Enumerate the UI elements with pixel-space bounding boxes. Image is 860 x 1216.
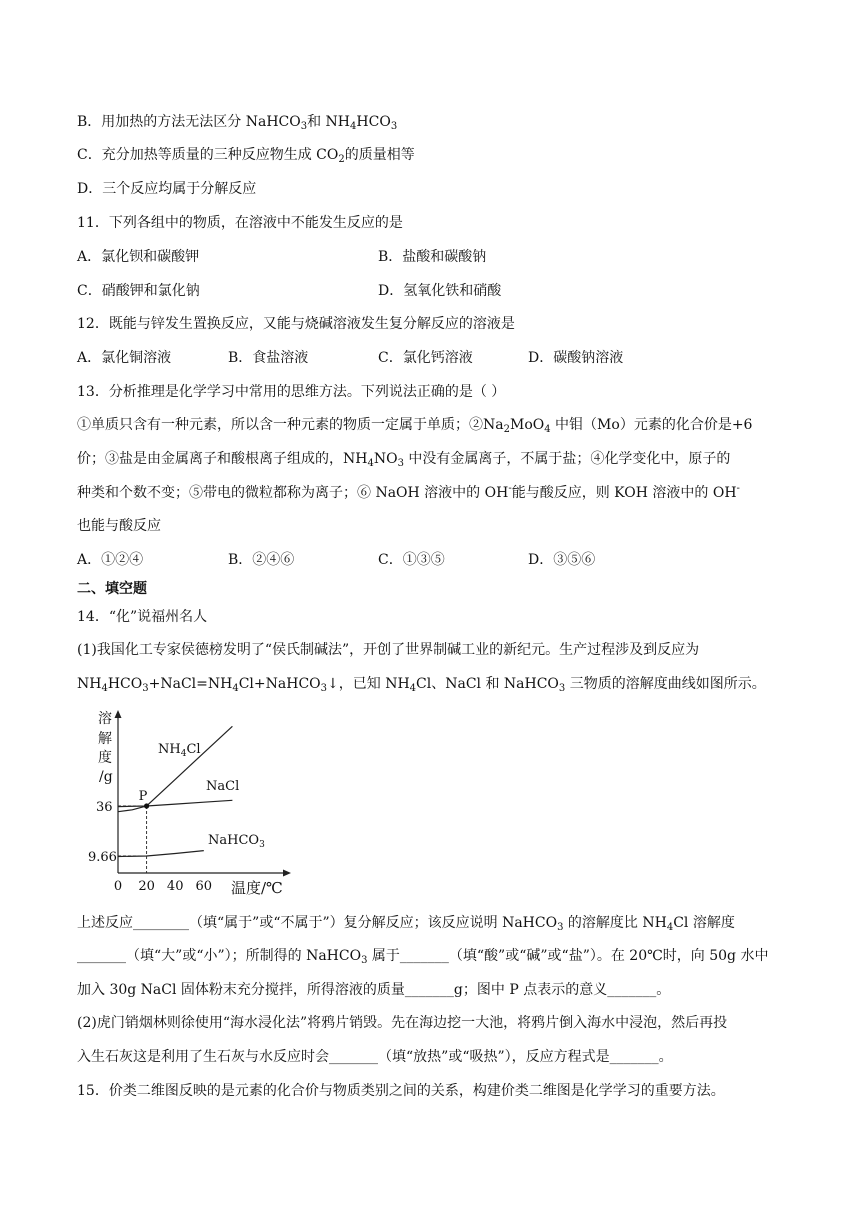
q14-part1-line1: (1)我国化工专家侯德榜发明了“侯氏制碱法”，开创了世界制碱工业的新纪元。生产过程涉及到反应为 [77, 642, 700, 658]
q11-option-c: C．硝酸钾和氯化钠 [77, 283, 200, 299]
x-tick-label-0: 0 [113, 879, 123, 894]
q13-option-d: D．③⑤⑥ [528, 552, 596, 568]
x-axis-label: 温度/℃ [231, 879, 283, 897]
q12-stem: 12．既能与锌发生置换反应，又能与烧碱溶液发生复分解反应的溶液是 [77, 316, 515, 332]
section-heading: 二、填空题 [77, 581, 147, 597]
q14-part2-line1: (2)虎门销烟林则徐使用“海水浸化法”将鸦片销毁。先在海边挖一大池，将鸦片倒入海水中浸泡，然后再投 [77, 1015, 728, 1031]
series-label-nahco3: NaHCO$_3$ [208, 833, 265, 850]
y-axis-label-1: 解 [98, 731, 112, 747]
q11-option-a: A．氯化钡和碳酸钾 [77, 249, 200, 265]
y-tick-label-36: 36 [96, 800, 113, 815]
q13-option-a: A．①②④ [77, 552, 144, 568]
q14-answer-line2: _______（填“大”或“小”）；所制得的 NaHCO$_3$ 属于_______（填“酸”或“碱”或“盐”）。在 20℃时，向 50g 水中 [77, 948, 769, 966]
q14-part1-line2: $NH_4HCO_3+NaCl=NH_4Cl+NaHCO_3↓$，已知 $NH_4Cl$、NaCl 和 NaHCO$_3$ 三物质的溶解度曲线如图所示。 [77, 676, 766, 694]
x-tick-label-60: 60 [195, 879, 213, 894]
q11-option-d: D．氢氧化铁和硝酸 [378, 283, 502, 299]
y-axis-label-2: 度 [98, 750, 112, 766]
q13-body-line4: 也能与酸反应 [77, 518, 161, 534]
y-axis-label-3: /g [99, 769, 113, 785]
q10-option-c: C．充分加热等质量的三种反应物生成 $CO_2$的质量相等 [77, 147, 415, 165]
q13-body-line1: ①单质只含有一种元素，所以含一种元素的物质一定属于单质；$②Na_2MoO_4$ 中钼（Mo）元素的化合价是+6 [77, 417, 753, 435]
q13-option-b: B．②④⑥ [228, 552, 295, 568]
series-label-nh4cl: $NH_4Cl$ [158, 742, 201, 759]
y-axis-arrow [115, 710, 122, 718]
chart-guide-lines [118, 806, 147, 873]
q12-option-d: D．碳酸钠溶液 [528, 350, 624, 366]
point-p [144, 803, 149, 808]
q14-answer-line3: 加入 30g NaCl 固体粉末充分搅拌，所得溶液的质量_______g；图中 P 点表示的意义_______。 [77, 982, 671, 998]
x-tick-label-20: 20 [138, 879, 155, 894]
q14-answer-line1: 上述反应________（填“属于”或“不属于”）复分解反应；该反应说明 NaHCO$_3$ 的溶解度比 $NH_4Cl$ 溶解度 [77, 915, 735, 933]
q10-option-b: B．用加热的方法无法区分 NaHCO$_3$和 $NH_4HCO_3$ [77, 114, 398, 132]
q14-part2-line2: 入生石灰这是利用了生石灰与水反应时会_______（填“放热”或“吸热”），反应方程式是_______。 [77, 1049, 673, 1065]
q12-option-a: A．氯化铜溶液 [77, 350, 172, 366]
q13-stem: 13．分析推理是化学学习中常用的思维方法。下列说法正确的是（ ） [77, 384, 506, 400]
series-label-nacl: NaCl [206, 779, 240, 794]
solubility-chart [88, 708, 298, 898]
q11-option-b: B．盐酸和碳酸钠 [378, 249, 487, 265]
curve-nh4cl [118, 726, 232, 811]
q10-option-d: D．三个反应均属于分解反应 [77, 181, 257, 197]
y-axis-label-0: 溶 [98, 711, 112, 727]
q13-option-c: C．①③⑤ [378, 552, 445, 568]
q15-stem: 15．价类二维图反映的是元素的化合价与物质类别之间的关系，构建价类二维图是化学学习的重要方法。 [77, 1083, 725, 1099]
y-tick-label-9.66: 9.66 [88, 850, 117, 865]
q13-body-line2: 价；③盐是由金属离子和酸根离子组成的，$NH_4NO_3$ 中没有金属离子，不属于盐；④化学变化中，原子的 [77, 451, 731, 469]
q14-stem: 14．“化”说福州名人 [77, 609, 208, 625]
q12-option-b: B．食盐溶液 [228, 350, 309, 366]
q11-stem: 11．下列各组中的物质，在溶液中不能发生反应的是 [77, 215, 403, 231]
q12-option-c: C．氯化钙溶液 [378, 350, 473, 366]
q13-body-line3: 种类和个数不变；⑤带电的微粒都称为离子；⑥ NaOH 溶液中的 OH-能与酸反应，则 KOH 溶液中的 OH- [77, 483, 740, 501]
x-axis-arrow [283, 870, 291, 877]
curve-nacl [118, 800, 232, 806]
point-p-label: P [138, 789, 148, 804]
x-tick-label-40: 40 [166, 879, 184, 894]
